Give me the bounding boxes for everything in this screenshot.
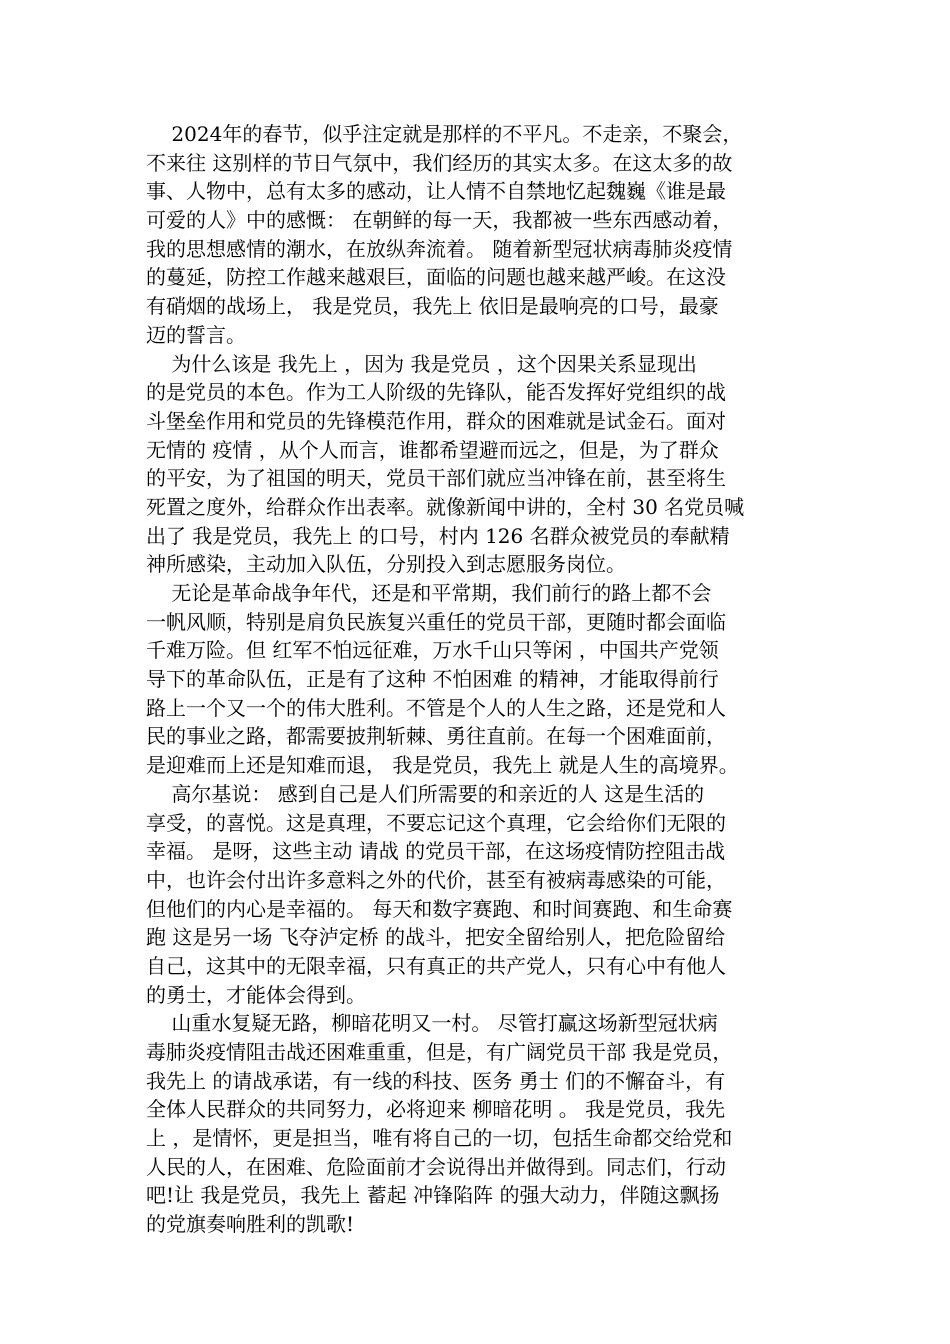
text-line: 跑 这是另一场 飞夺泸定桥 的战斗，把安全留给别人，把危险留给 — [146, 925, 726, 950]
text-line: 迈的誓言。 — [146, 322, 246, 347]
paragraph-1 — [146, 120, 812, 350]
text-line: 享受，的喜悦。这是真理，不要忘记这个真理，它会给你们无限的 — [146, 810, 726, 835]
text-line: 上 ，是情怀，更是担当，唯有将自己的一切，包括生命都交给党和 — [146, 1126, 733, 1151]
text-line: 有硝烟的战场上， 我是党员，我先上 依旧是最响亮的口号，最豪 — [146, 294, 719, 319]
text-line: 但他们的内心是幸福的。 每天和数字赛跑、和时间赛跑、和生命赛 — [146, 896, 733, 921]
paragraph-3 — [146, 579, 812, 780]
text-line: 自己，这其中的无限幸福，只有真正的共产党人，只有心中有他人 — [146, 953, 726, 978]
document-body — [146, 120, 812, 1237]
text-line: 神所感染，主动加入队伍，分别投入到志愿服务岗位。 — [146, 552, 626, 577]
text-line: 死置之度外，给群众作出表率。就像新闻中讲的，全村 30 名党员喊 — [146, 494, 745, 519]
text-line: 不来往 这别样的节日气氛中，我们经历的其实太多。在这太多的故 — [146, 150, 733, 175]
text-line: 我的思想感情的潮水，在放纵奔流着。 随着新型冠状病毒肺炎疫情 — [146, 236, 733, 261]
text-line: 斗堡垒作用和党员的先锋模范作用，群众的困难就是试金石。面对 — [146, 408, 726, 433]
text-line: 无论是革命战争年代，还是和平常期，我们前行的路上都不会 — [146, 581, 712, 605]
text-line: 路上一个又一个的伟大胜利。不管是个人的人生之路，还是党和人 — [146, 695, 726, 720]
text-line: 导下的革命队伍，正是有了这种 不怕困难 的精神，才能取得前行 — [146, 667, 719, 692]
text-line: 是迎难而上还是知难而退， 我是党员，我先上 就是人生的高境界。 — [146, 753, 739, 778]
text-line: 事、人物中，总有太多的感动，让人情不自禁地忆起魏巍《谁是最 — [146, 179, 726, 204]
text-line: 的蔓延，防控工作越来越艰巨，面临的问题也越来越严峻。在这没 — [146, 265, 726, 290]
text-line: 的党旗奏响胜利的凯歌! — [146, 1212, 355, 1237]
text-line: 一帆风顺，特别是肩负民族复兴重任的党员干部，更随时都会面临 — [146, 609, 726, 634]
paragraph-5 — [146, 1009, 812, 1239]
text-line: 无情的 疫情 ，从个人而言，谁都希望避而远之，但是，为了群众 — [146, 437, 719, 462]
text-line: 全体人民群众的共同努力，必将迎来 柳暗花明 。 我是党员，我先 — [146, 1097, 726, 1122]
paragraph-2 — [146, 350, 812, 580]
text-line: 可爱的人》中的感慨： 在朝鲜的每一天，我都被一些东西感动着， — [146, 208, 733, 233]
paragraph-4 — [146, 780, 812, 1010]
text-line: 的勇士，才能体会得到。 — [146, 982, 366, 1007]
text-line: 为什么该是 我先上 ，因为 我是党员 ，这个因果关系显现出 — [146, 351, 697, 376]
text-line: 高尔基说： 感到自己是人们所需要的和亲近的人 这是生活的 — [146, 781, 705, 806]
text-line: 中，也许会付出许多意料之外的代价，甚至有被病毒感染的可能， — [146, 867, 726, 892]
text-line: 的平安，为了祖国的明天，党员干部们就应当冲锋在前，甚至将生 — [146, 466, 726, 491]
text-line: 出了 我是党员，我先上 的口号，村内 126 名群众被党员的奉献精 — [146, 523, 730, 548]
text-line: 吧!让 我是党员，我先上 蓄起 冲锋陷阵 的强大动力，伴随这飘扬 — [146, 1183, 720, 1208]
text-line: 千难万险。但 红军不怕远征难，万水千山只等闲 ，中国共产党领 — [146, 638, 719, 663]
text-line: 幸福。 是呀，这些主动 请战 的党员干部，在这场疫情防控阻击战 — [146, 839, 726, 864]
text-line: 2024年的春节，似乎注定就是那样的不平凡。不走亲，不聚会， — [146, 122, 743, 146]
text-line: 我先上 的请战承诺，有一线的科技、医务 勇士 们的不懈奋斗，有 — [146, 1068, 726, 1093]
text-line: 人民的人，在困难、危险面前才会说得出并做得到。同志们，行动 — [146, 1154, 726, 1179]
text-line: 的是党员的本色。作为工人阶级的先锋队，能否发挥好党组织的战 — [146, 380, 726, 405]
text-line: 山重水复疑无路，柳暗花明又一村。 尽管打赢这场新型冠状病 — [146, 1011, 718, 1036]
text-line: 民的事业之路，都需要披荆斩棘、勇往直前。在每一个困难面前， — [146, 724, 726, 749]
text-line: 毒肺炎疫情阻击战还困难重重，但是，有广阔党员干部 我是党员， — [146, 1040, 733, 1064]
